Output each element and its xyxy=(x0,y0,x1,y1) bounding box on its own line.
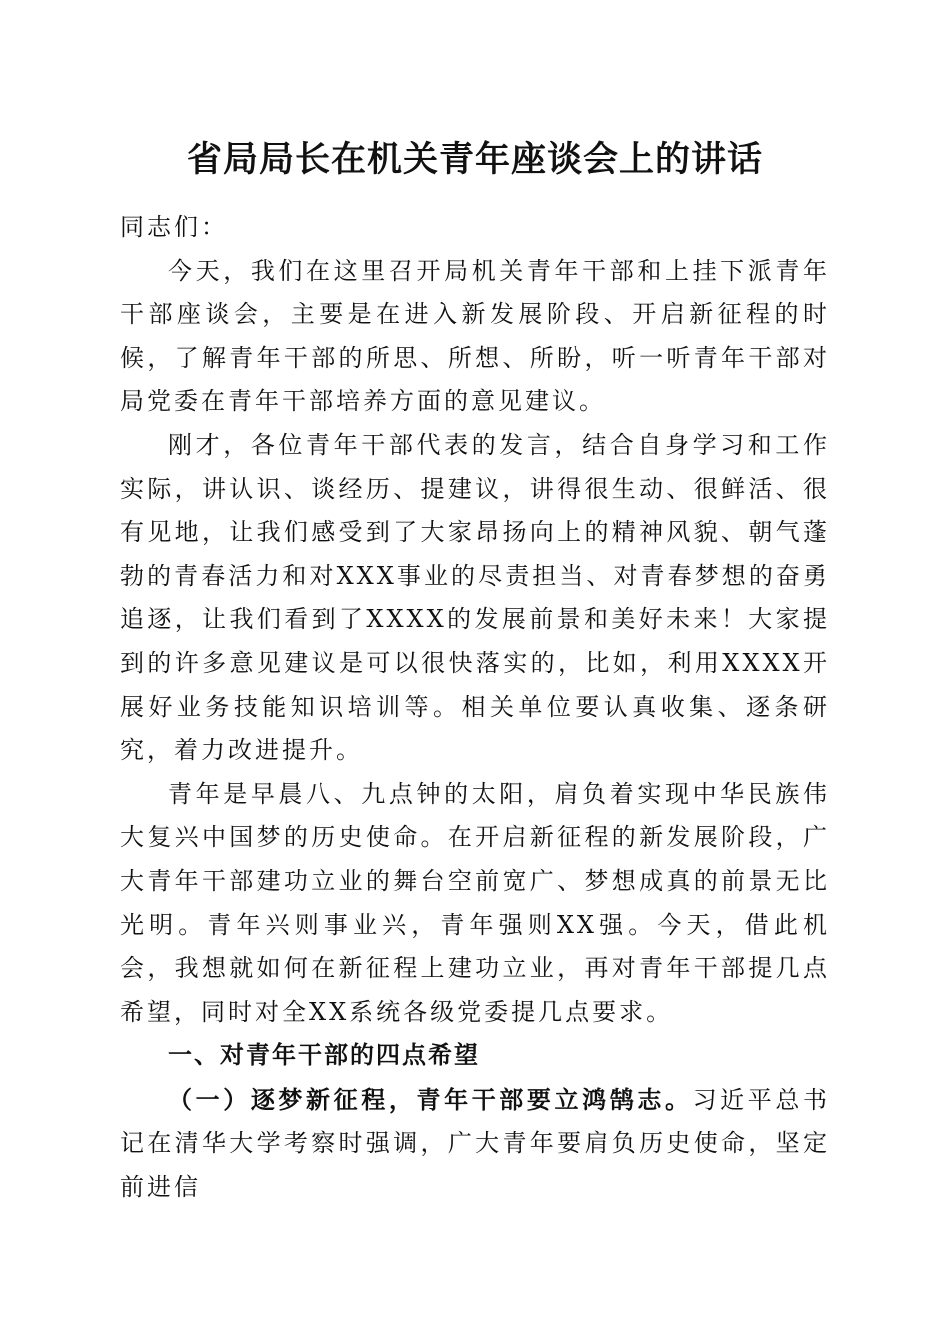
subsection-text: 习近平总书记在清华大学考察时强调，广大青年要肩负历史使命，坚定前进信 xyxy=(120,1085,831,1202)
subsection-lead: （一）逐梦新征程，青年干部要立鸿鹄志。 xyxy=(168,1084,693,1114)
subsection-paragraph xyxy=(120,1078,830,1210)
paragraph-3: 青年是早晨八、九点钟的太阳，肩负着实现中华民族伟大复兴中国梦的历史使命。在开启新征程的新发展阶段，广大青年干部建功立业的舞台空前宽广、梦想成真的前景无比光明。青年兴则事业兴，青年强则XX强。今天，借此机会，我想就如何在新征程上建功立业，再对青年干部提几点希望，同时对全XX系统各级党委提几点要求。 xyxy=(120,779,830,1026)
document-title: 省局局长在机关青年座谈会上的讲话 xyxy=(186,139,763,180)
salutation: 同志们： xyxy=(120,213,228,241)
paragraph-1: 今天，我们在这里召开局机关青年干部和上挂下派青年干部座谈会，主要是在进入新发展阶段、开启新征程的时候，了解青年干部的所思、所想、所盼，听一听青年干部对局党委在青年干部培养方面的意见建议。 xyxy=(120,256,830,416)
section-heading: 一、对青年干部的四点希望 xyxy=(168,1041,480,1070)
document-body xyxy=(120,206,830,1210)
paragraph-2: 刚才，各位青年干部代表的发言，结合自身学习和工作实际，讲认识、谈经历、提建议，讲得很生动、很鲜活、很有见地，让我们感受到了大家昂扬向上的精神风貌、朝气蓬勃的青春活力和对XXX事业的尽责担当、对青春梦想的奋勇追逐，让我们看到了XXXX的发展前景和美好未来！大家提到的许多意见建议是可以很快落实的，比如，利用XXXX开展好业务技能知识培训等。相关单位要认真收集、逐条研究，着力改进提升。 xyxy=(120,430,830,765)
